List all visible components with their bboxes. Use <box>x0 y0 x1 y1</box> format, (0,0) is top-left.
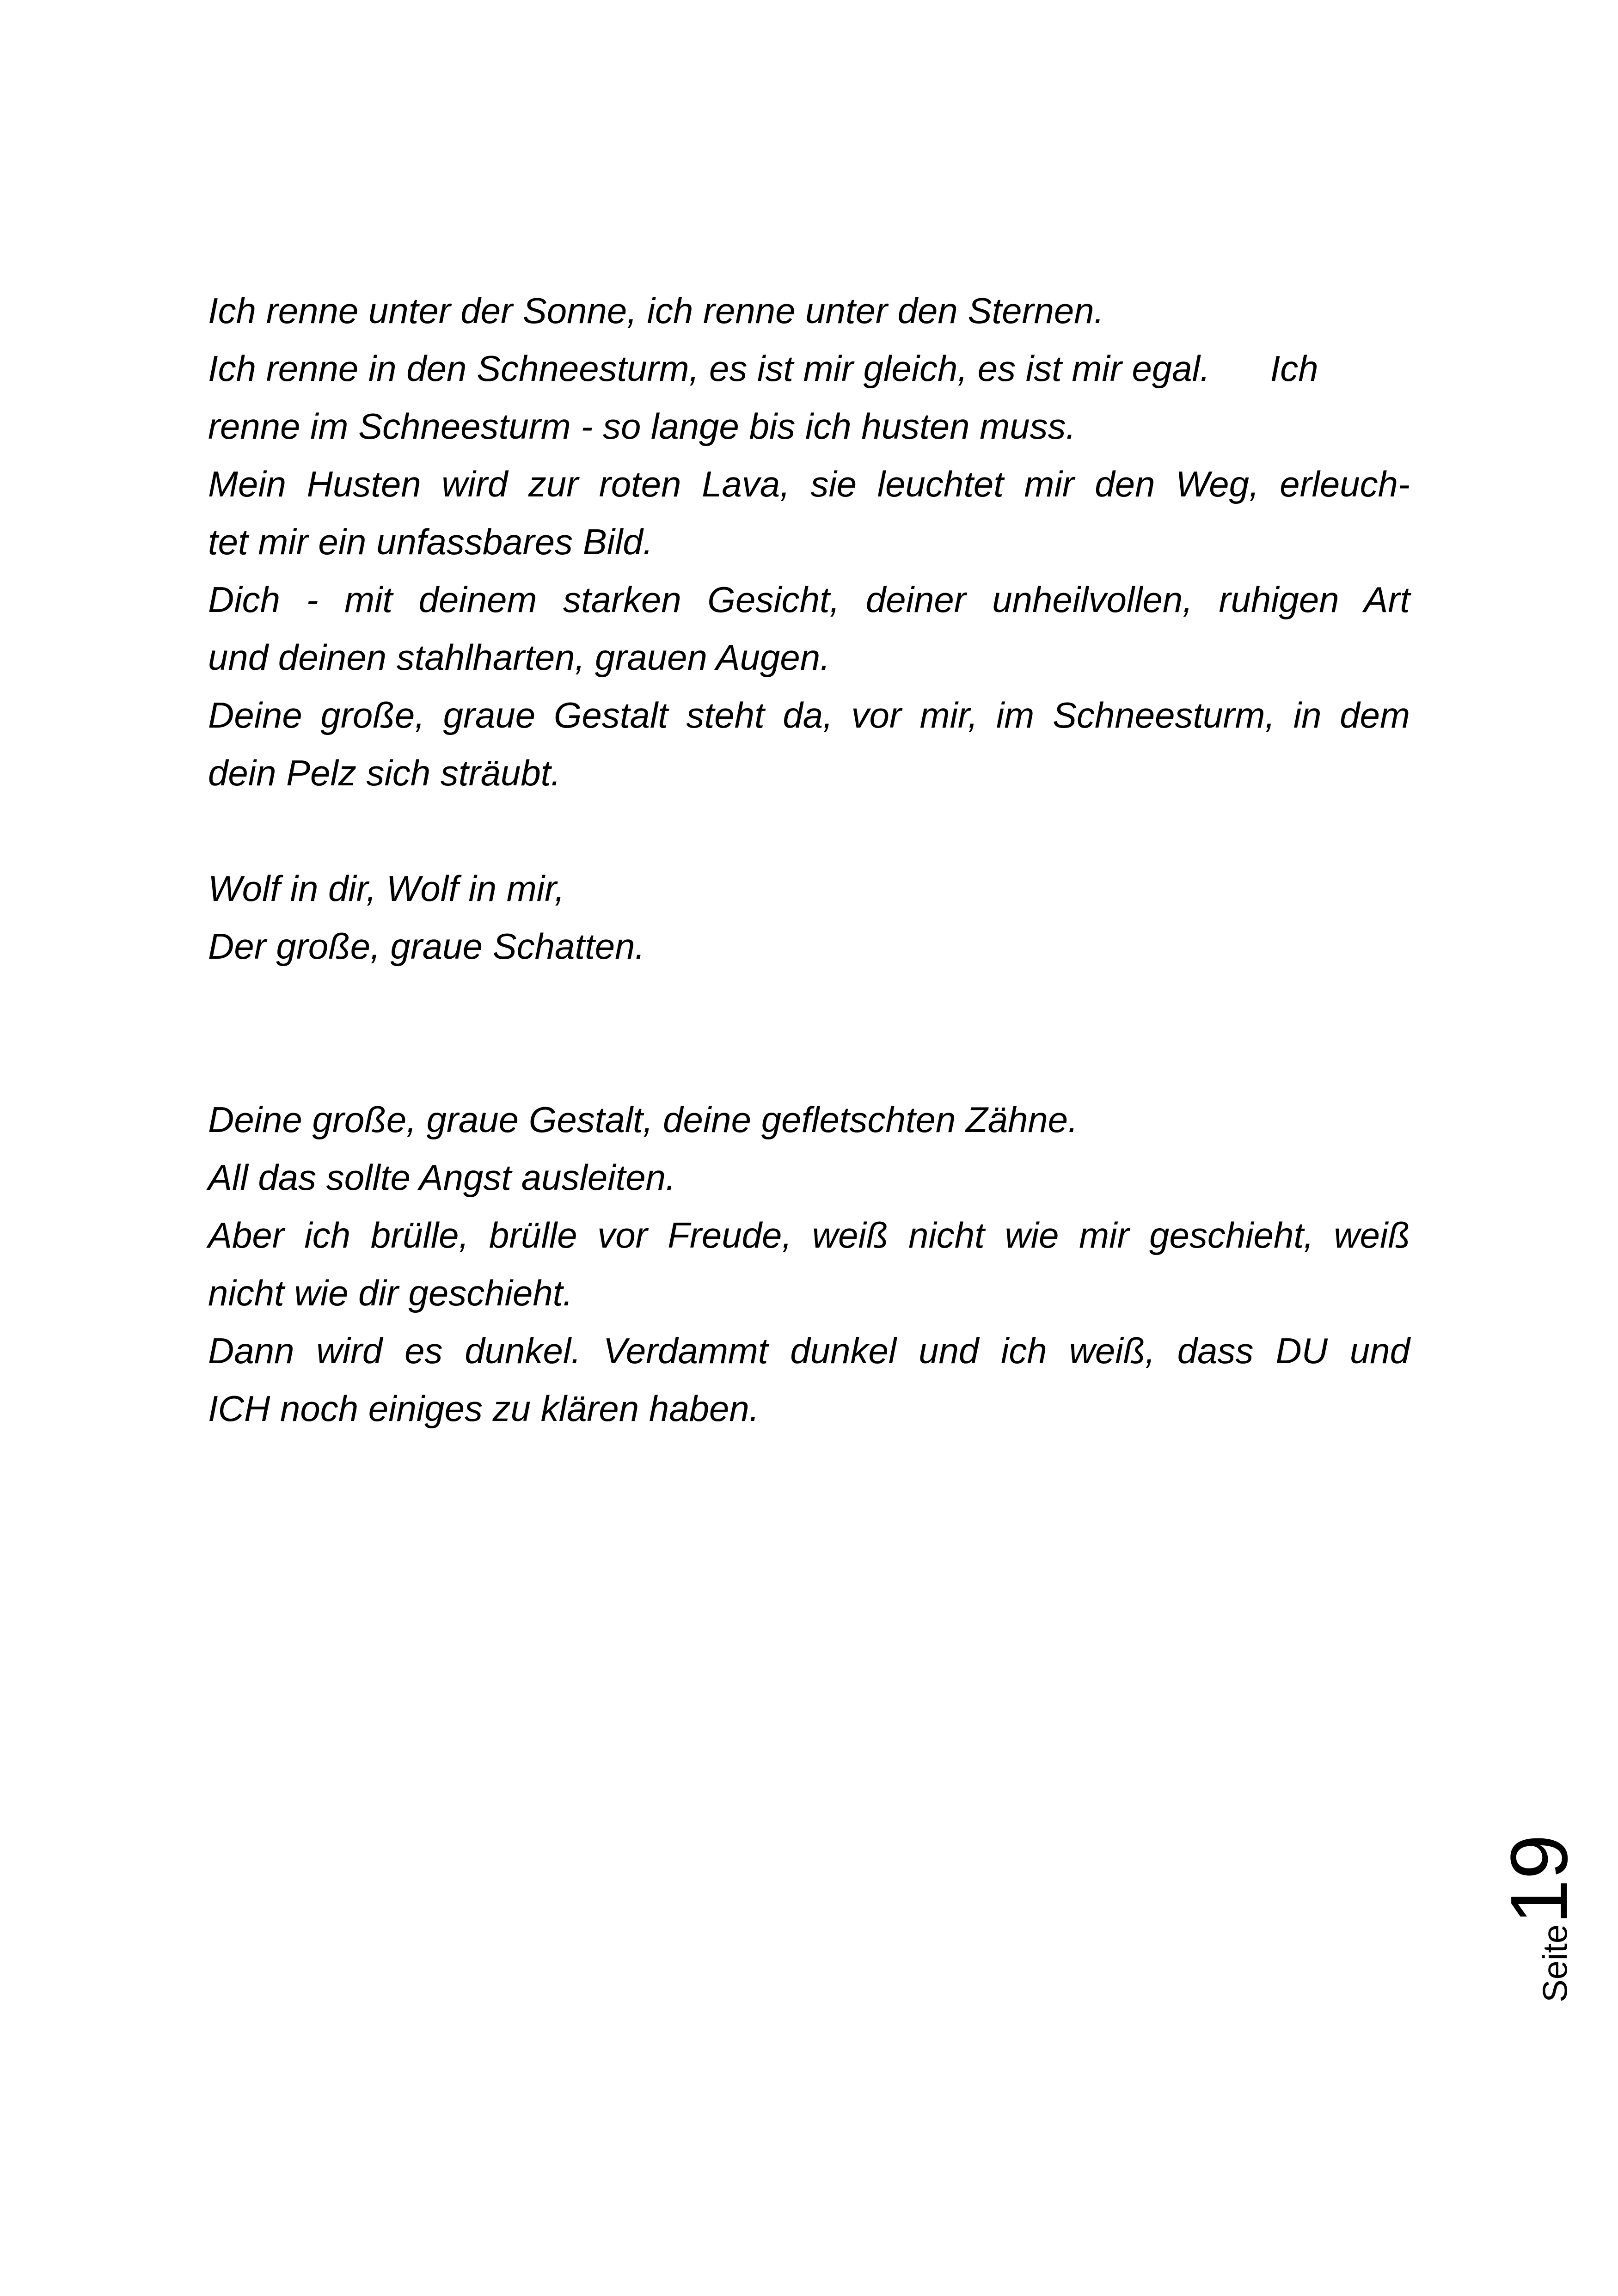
poem-line: Deine große, graue Gestalt, deine gefletschten Zähne. <box>208 1099 1078 1140</box>
page-number-rotated <box>1493 1834 1586 2002</box>
page-label: Seite <box>1536 1924 1575 2002</box>
stanza-gap <box>208 802 1410 860</box>
poem-line: Ich renne in den Schneesturm, es ist mir gleich, es ist mir egal. Ich <box>208 348 1318 389</box>
poem-line: nicht wie dir geschieht. <box>208 1273 573 1313</box>
poem-line: ICH noch einiges zu klären haben. <box>208 1388 760 1429</box>
poem-line: All das sollte Angst ausleiten. <box>208 1157 676 1198</box>
poem-line: und deinen stahlharten, grauen Augen. <box>208 637 830 678</box>
poem-line: Deine große, graue Gestalt steht da, vor mir, im Schneesturm, in dem <box>208 695 1410 735</box>
stanza-gap <box>208 975 1410 1091</box>
poem-line: Dann wird es dunkel. Verdammt dunkel und ich weiß, dass DU und <box>208 1330 1410 1371</box>
poem-line: dein Pelz sich sträubt. <box>208 753 561 793</box>
page-number-value: 19 <box>1494 1834 1585 1924</box>
poem-line: renne im Schneesturm - so lange bis ich husten muss. <box>208 406 1076 447</box>
poem-text <box>208 282 1410 1438</box>
poem-line: tet mir ein unfassbares Bild. <box>208 521 653 562</box>
poem-line: Mein Husten wird zur roten Lava, sie leuchtet mir den Weg, erleuch- <box>208 464 1410 504</box>
poem-line: Der große, graue Schatten. <box>208 926 645 967</box>
poem-line: Ich renne unter der Sonne, ich renne unter den Sternen. <box>208 290 1104 331</box>
page-number <box>1493 1821 1586 2015</box>
poem-line: Aber ich brülle, brülle vor Freude, weiß nicht wie mir geschieht, weiß <box>208 1215 1410 1255</box>
poem-line: Wolf in dir, Wolf in mir, <box>208 868 565 909</box>
poem-line: Dich - mit deinem starken Gesicht, deiner unheilvollen, ruhigen Art <box>208 579 1410 620</box>
